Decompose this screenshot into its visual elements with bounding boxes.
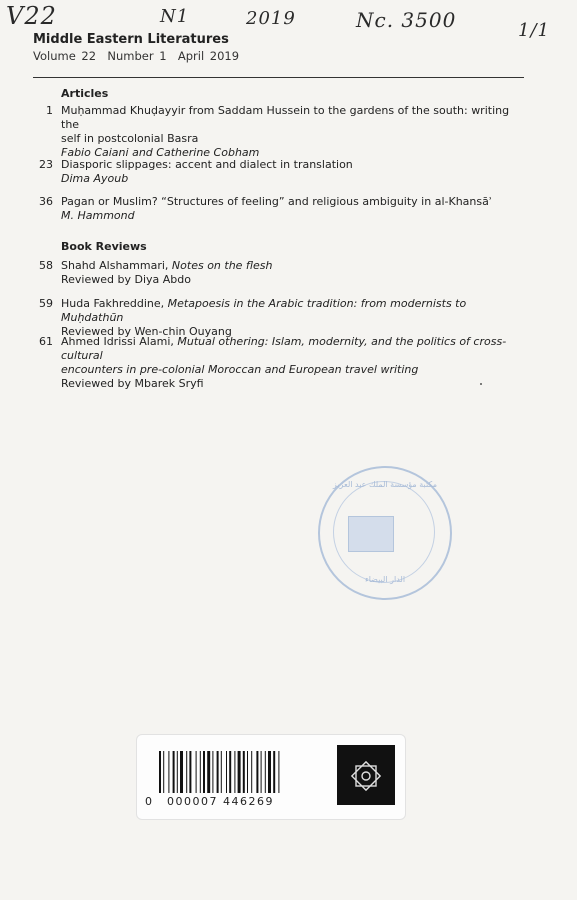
review-book-author: Shahd Alshammari, (61, 259, 169, 272)
barcode-label (136, 734, 406, 820)
handwritten-fraction: 1/1 (518, 20, 550, 41)
barcode-prefix: 0 (145, 795, 152, 808)
article-authors: Fabio Caiani and Catherine Cobham (61, 146, 260, 159)
speck (480, 383, 482, 385)
articles-heading: Articles (61, 87, 109, 100)
handwritten-volume: V22 (6, 2, 57, 30)
article-title-line: self in postcolonial Basra (61, 132, 199, 145)
journal-date: April 2019 (177, 49, 240, 63)
header-divider (33, 77, 524, 78)
handwritten-year: 2019 (246, 8, 296, 29)
review-entry[interactable] (33, 335, 513, 391)
star-pattern-icon (347, 757, 385, 795)
journal-number: Number 1 (107, 49, 167, 63)
article-title-line: Pagan or Muslim? “Structures of feeling” and religious ambiguity in al-Khansāʾ (61, 195, 493, 208)
article-entry[interactable] (33, 104, 513, 160)
handwritten-catalog: Nc. 3500 (356, 8, 457, 32)
review-book-author: Ahmed Idrissi Alami, (61, 335, 174, 348)
review-book-title: Mutual othering: Islam, modernity, and the politics of cross-cultural (61, 335, 507, 362)
journal-title: Middle Eastern Literatures (33, 32, 229, 47)
stamp-text-bottom: الدار البيضاء (364, 575, 406, 584)
library-stamp (318, 466, 452, 600)
article-page: 1 (46, 104, 53, 117)
article-authors: M. Hammond (61, 209, 135, 222)
reviewer: Reviewed by Mbarek Sryfi (61, 377, 204, 390)
article-authors: Dima Ayoub (61, 172, 129, 185)
journal-issue (33, 49, 239, 63)
review-page: 61 (39, 335, 53, 348)
book-reviews-heading: Book Reviews (61, 240, 147, 253)
barcode-number: 000007 446269 (167, 795, 274, 808)
article-title-line: Muḥammad Khuḍayyir from Saddam Hussein to the gardens of the south: writing the (61, 104, 510, 131)
review-entry[interactable] (33, 297, 513, 339)
article-page: 23 (39, 158, 53, 171)
library-logo (337, 745, 395, 805)
journal-volume: Volume 22 (33, 49, 97, 63)
review-book-title: Notes on the flesh (171, 259, 273, 272)
article-entry[interactable] (33, 195, 513, 223)
review-page: 58 (39, 259, 53, 272)
article-title-line: Diasporic slippages: accent and dialect in translation (61, 158, 353, 171)
review-entry[interactable] (33, 259, 513, 287)
review-book-title: Metapoesis in the Arabic tradition: from modernists to Muḥdathūn (61, 297, 467, 324)
stamp-text-top: مكتبة مؤسسة الملك عبد العزيز (332, 480, 438, 489)
article-entry[interactable] (33, 158, 513, 186)
article-page: 36 (39, 195, 53, 208)
reviewer: Reviewed by Wen-chin Ouyang (61, 325, 232, 338)
barcode (159, 751, 331, 793)
review-book-author: Huda Fakhreddine, (61, 297, 165, 310)
review-page: 59 (39, 297, 53, 310)
stamp-emblem (348, 516, 394, 552)
review-book-title-line: encounters in pre-colonial Moroccan and European travel writing (61, 363, 419, 376)
handwritten-number: N1 (160, 6, 190, 27)
reviewer: Reviewed by Diya Abdo (61, 273, 191, 286)
